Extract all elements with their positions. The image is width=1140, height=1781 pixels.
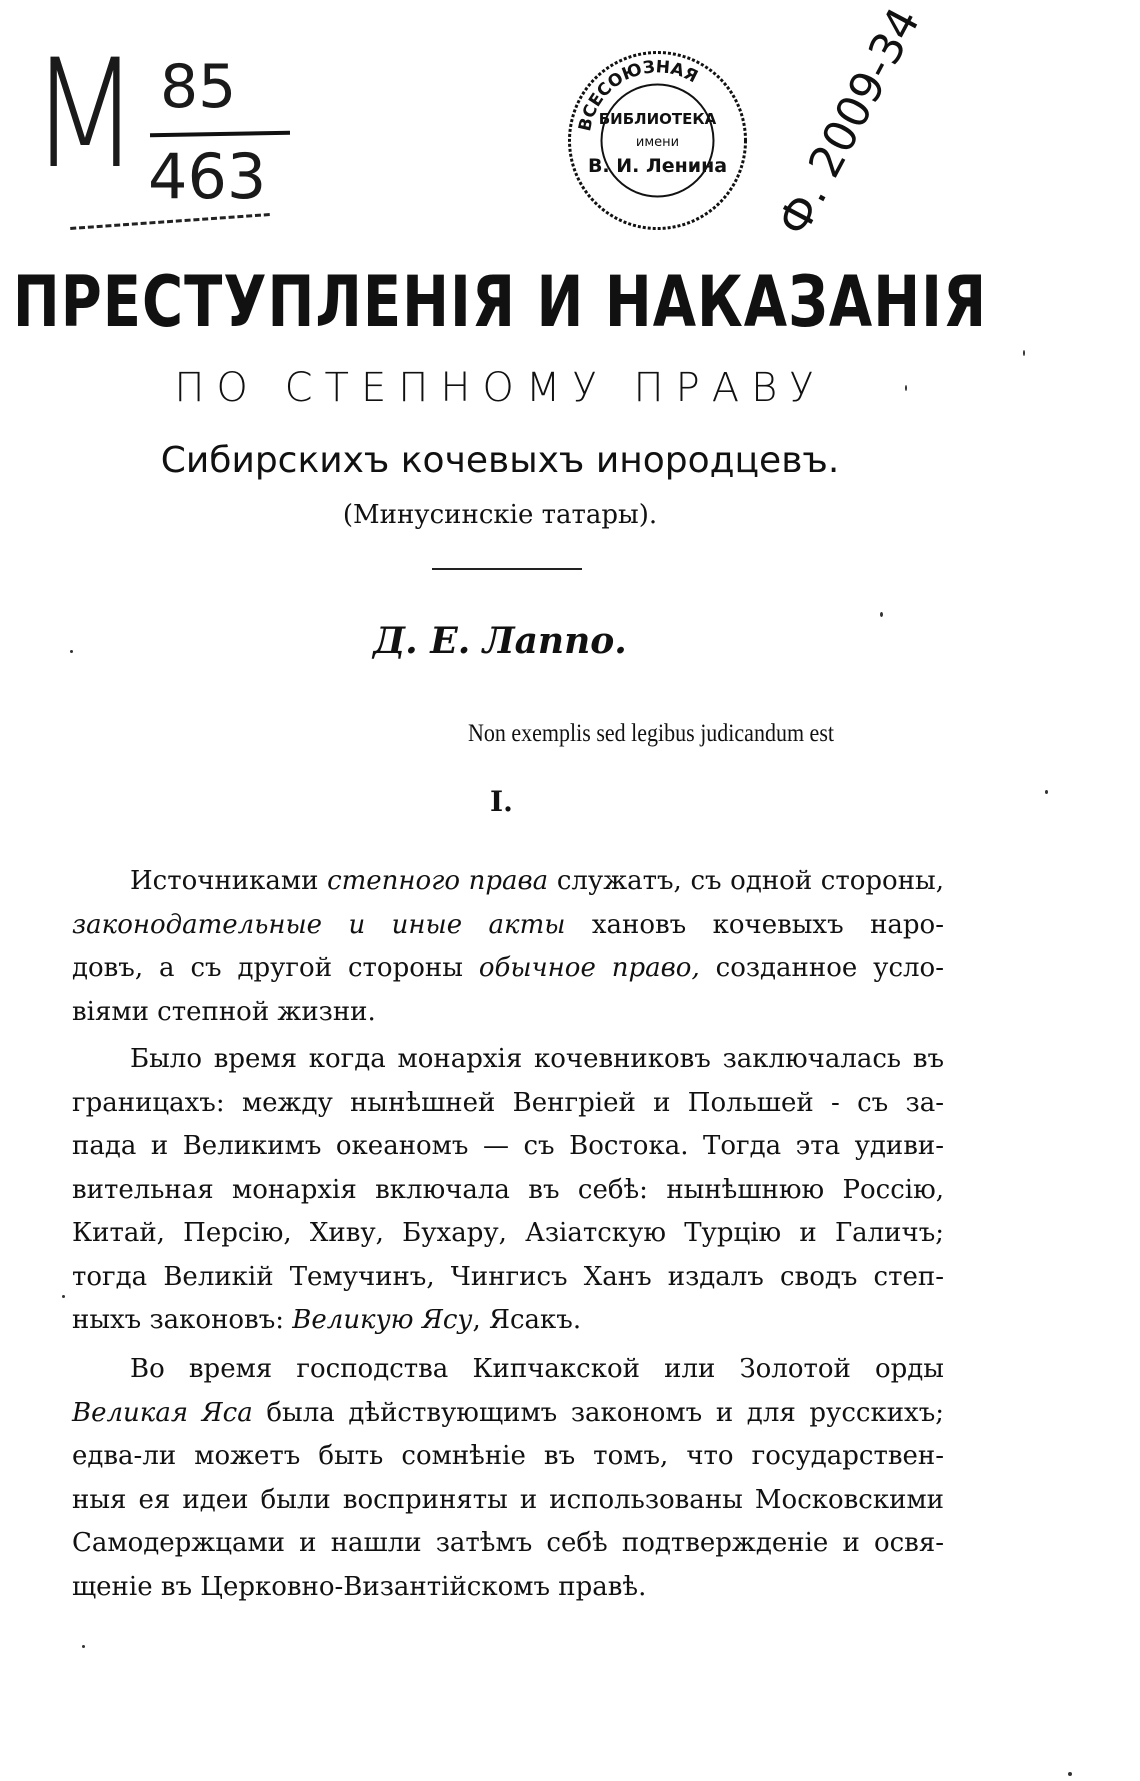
paragraph-1-line-1 bbox=[72, 860, 944, 904]
paragraph-3 bbox=[72, 1348, 944, 1609]
text-run: служатъ, съ одной стороны, bbox=[548, 866, 944, 896]
paragraph-2-line-2: границахъ: между нынѣшней Венгріей и Польшей - съ за- bbox=[72, 1087, 944, 1118]
paragraph-3-line-3: едва-ли можетъ быть сомнѣніе въ томъ, что государствен- bbox=[72, 1441, 944, 1471]
stamp-ring-text: ВСЕСОЮЗНАЯ bbox=[575, 57, 701, 134]
paragraph-3-line-4: ныя ея идеи были восприняты и использованы Московскими bbox=[72, 1484, 944, 1515]
library-stamp bbox=[565, 48, 750, 233]
section-number: I. bbox=[490, 785, 513, 818]
scan-speck bbox=[1023, 350, 1025, 356]
paragraph-3-line-2 bbox=[72, 1392, 944, 1436]
subtitle-line1: ПО СТЕПНОМУ ПРАВУ bbox=[174, 365, 826, 411]
text-run: созданное усло- bbox=[699, 953, 944, 983]
subtitle-line2: Сибирскихъ кочевыхъ инородцевъ. bbox=[160, 440, 840, 481]
italic-run: Великая Яса bbox=[72, 1397, 253, 1428]
shelf-mark-fraction-line bbox=[150, 131, 290, 137]
scan-speck bbox=[1068, 1772, 1072, 1776]
paragraph-3-line-1: Во время господства Кипчакской или Золотой орды bbox=[130, 1354, 944, 1384]
paragraph-2-line-7 bbox=[72, 1299, 944, 1343]
scan-speck bbox=[70, 650, 73, 653]
italic-run: Великую Ясу bbox=[292, 1305, 473, 1335]
scan-speck bbox=[880, 612, 883, 617]
paragraph-2-line-1: Было время когда монархія кочевниковъ заключалась въ bbox=[130, 1044, 944, 1074]
epigraph: Non exemplis sed legibus judicandum est bbox=[468, 720, 834, 747]
italic-run: степного права bbox=[327, 866, 549, 896]
inventory-number: Ф. 2009-34 bbox=[768, 0, 931, 244]
text-run: ныхъ законовъ: bbox=[72, 1305, 293, 1335]
stamp-line1: БИБЛИОТЕКА bbox=[598, 110, 717, 128]
library-stamp-graphic bbox=[565, 48, 750, 233]
shelf-mark-letter: M bbox=[30, 28, 141, 202]
text-run: была дѣйствующимъ закономъ и для русскихъ; bbox=[252, 1397, 944, 1428]
text-run: , Ясакъ. bbox=[472, 1305, 582, 1335]
paragraph-2-line-4: вительная монархія включала въ себѣ: нынѣшнюю Россію, bbox=[72, 1174, 944, 1205]
paragraph-3-line-5: Самодержцами и нашли затѣмъ себѣ подтвержденіе и освя- bbox=[72, 1528, 944, 1558]
shelf-mark bbox=[30, 28, 290, 230]
stamp-line3: В. И. Ленина bbox=[587, 155, 728, 177]
italic-run: обычное право, bbox=[478, 953, 700, 983]
shelf-mark-bottom-number: 463 bbox=[148, 140, 267, 213]
paragraph-2-line-6: тогда Великій Темучинъ, Чингисъ Ханъ издалъ сводъ степ- bbox=[72, 1261, 944, 1292]
text-run: хановъ кочевыхъ наро- bbox=[565, 909, 944, 940]
paragraph-2 bbox=[72, 1038, 944, 1343]
subtitle-line3: (Минусинскіе татары). bbox=[342, 500, 658, 530]
title-divider bbox=[432, 568, 582, 570]
paragraph-1-line-4: віями степной жизни. bbox=[72, 996, 376, 1027]
text-run: довъ, а съ другой стороны bbox=[72, 953, 479, 983]
shelf-mark-top-number: 85 bbox=[160, 52, 237, 122]
scan-speck bbox=[82, 1645, 85, 1648]
scan-speck bbox=[62, 1295, 65, 1298]
book-title: ПРЕСТУПЛЕНІЯ И НАКАЗАНІЯ bbox=[12, 262, 988, 344]
paragraph-2-line-5: Китай, Персію, Хиву, Бухару, Азіатскую Турцію и Галичъ; bbox=[72, 1218, 944, 1248]
stamp-line2: имени bbox=[635, 135, 680, 150]
scan-speck bbox=[1045, 790, 1048, 794]
paragraph-1-line-2 bbox=[72, 904, 944, 948]
italic-run: законодательные и иные акты bbox=[72, 909, 566, 940]
paragraph-3-line-6: щеніе въ Церковно-Византійскомъ правѣ. bbox=[72, 1571, 647, 1602]
paragraph-1-line-3 bbox=[72, 947, 944, 991]
text-run: Источниками bbox=[130, 866, 328, 896]
paragraph-1 bbox=[72, 860, 944, 1034]
shelf-mark-underline bbox=[70, 213, 270, 230]
scan-speck bbox=[905, 385, 907, 391]
paragraph-2-line-3: пада и Великимъ океаномъ — съ Востока. Тогда эта удиви- bbox=[72, 1131, 944, 1161]
author-name: Д. Е. Лаппо. bbox=[373, 620, 627, 662]
